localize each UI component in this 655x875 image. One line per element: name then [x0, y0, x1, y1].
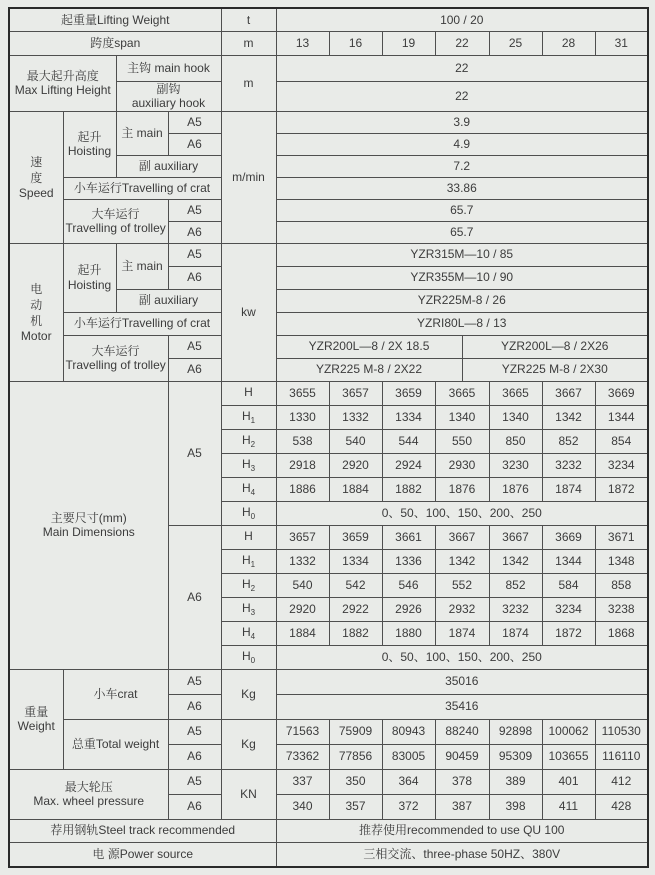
lifting-weight-value: 100 / 20: [276, 8, 648, 31]
value-cell: 1348: [595, 549, 648, 573]
grade-cell: A6: [168, 358, 221, 381]
unit-cell: KN: [221, 769, 276, 819]
value-cell: 858: [595, 573, 648, 597]
value-cell: YZR355M—10 / 90: [276, 266, 648, 289]
value-cell: 110530: [595, 719, 648, 744]
value-cell: 1884: [276, 621, 329, 645]
value-cell: 387: [435, 794, 489, 819]
aux-label: 副 auxiliary: [116, 289, 221, 312]
crat-label: 小车运行Travelling of crat: [63, 312, 221, 335]
value-cell: 2930: [435, 453, 489, 477]
value-cell: 3230: [489, 453, 542, 477]
lifting-weight-row: [9, 8, 648, 31]
span-value: 25: [489, 31, 542, 55]
dim-label: [221, 405, 276, 429]
value-cell: 35016: [276, 669, 648, 694]
value-cell: 357: [329, 794, 382, 819]
value-cell: 1872: [542, 621, 595, 645]
value-cell: 4.9: [276, 133, 648, 155]
grade-cell: A6: [168, 266, 221, 289]
value-cell: 35416: [276, 694, 648, 719]
value-cell: 3655: [276, 381, 329, 405]
speed-crat-row: [9, 177, 648, 199]
value-cell: YZR200L—8 / 2X 18.5: [276, 335, 462, 358]
dim-letter: H: [241, 552, 251, 567]
value-cell: YZR225M-8 / 26: [276, 289, 648, 312]
value-cell: 852: [489, 573, 542, 597]
value-cell: 1874: [542, 477, 595, 501]
grade-cell: A6: [168, 133, 221, 155]
label-en: Main Dimensions: [42, 525, 135, 539]
value-cell: 88240: [435, 719, 489, 744]
steel-track-row: [9, 819, 648, 842]
grade-cell: A5: [168, 669, 221, 694]
label-zh: 起升: [77, 263, 102, 278]
steel-track-value: 推荐使用recommended to use QU 100: [276, 819, 648, 842]
value-cell: 1340: [489, 405, 542, 429]
dim-letter: H: [241, 480, 251, 495]
grade-cell: A6: [168, 221, 221, 243]
value-cell: YZR200L—8 / 2X26: [462, 335, 648, 358]
power-source-row: [9, 842, 648, 867]
weight-total-label: 总重Total weight: [63, 719, 168, 769]
value-cell: 854: [595, 429, 648, 453]
value-cell: 2932: [435, 597, 489, 621]
dim-sub: 3: [250, 607, 256, 617]
value-cell: 411: [542, 794, 595, 819]
value-cell: 1882: [329, 621, 382, 645]
value-cell: 1868: [595, 621, 648, 645]
unit-cell: m: [221, 55, 276, 111]
dim-sub: 4: [250, 631, 256, 641]
value-cell: 340: [276, 794, 329, 819]
grade-cell: A5: [168, 199, 221, 221]
span-row: [9, 31, 648, 55]
value-cell: 1880: [382, 621, 435, 645]
value-cell: 1886: [276, 477, 329, 501]
value-cell: 0、50、100、150、200、250: [276, 501, 648, 525]
motor-trolley-a5-row: [9, 335, 648, 358]
value-cell: 540: [276, 573, 329, 597]
value-cell: 3661: [382, 525, 435, 549]
value-cell: 546: [382, 573, 435, 597]
trolley-label: [63, 335, 168, 381]
dim-letter: H: [244, 384, 253, 399]
dim-label: [221, 477, 276, 501]
value-cell: 428: [595, 794, 648, 819]
main-hook-value: 22: [276, 55, 648, 81]
main-hook-label: 主钩 main hook: [116, 55, 221, 81]
value-cell: 3232: [489, 597, 542, 621]
value-cell: 65.7: [276, 221, 648, 243]
dim-letter: H: [241, 624, 251, 639]
value-cell: 83005: [382, 744, 435, 769]
value-cell: 1884: [329, 477, 382, 501]
value-cell: 1332: [329, 405, 382, 429]
value-cell: 2922: [329, 597, 382, 621]
label-zh: 起升: [77, 129, 102, 144]
dim-label: [221, 429, 276, 453]
value-cell: 1342: [489, 549, 542, 573]
grade-cell: A6: [168, 794, 221, 819]
dim-label: [221, 549, 276, 573]
label-en: Weight: [17, 719, 55, 733]
value-cell: YZR315M—10 / 85: [276, 243, 648, 266]
value-cell: 378: [435, 769, 489, 794]
value-cell: 80943: [382, 719, 435, 744]
span-value: 28: [542, 31, 595, 55]
value-cell: 71563: [276, 719, 329, 744]
value-cell: 2918: [276, 453, 329, 477]
max-lift-main-row: [9, 55, 648, 81]
hoisting-label: [63, 111, 116, 177]
value-cell: 3234: [595, 453, 648, 477]
unit-cell: m: [221, 31, 276, 55]
steel-track-label: 荐用钢轨Steel track recommended: [9, 819, 276, 842]
label-en: Speed: [18, 185, 54, 200]
grade-cell: A6: [168, 694, 221, 719]
value-cell: 3238: [595, 597, 648, 621]
dim-label: [221, 645, 276, 669]
dim-letter: H: [244, 528, 253, 543]
span-value: 13: [276, 31, 329, 55]
value-cell: YZRI80L—8 / 13: [276, 312, 648, 335]
value-cell: 1874: [435, 621, 489, 645]
dim-label: [221, 381, 276, 405]
value-cell: 584: [542, 573, 595, 597]
value-cell: 1332: [276, 549, 329, 573]
dim-label: [221, 525, 276, 549]
value-cell: 1342: [542, 405, 595, 429]
value-cell: 1876: [435, 477, 489, 501]
dim-letter: H: [241, 432, 251, 447]
value-cell: YZR225 M-8 / 2X30: [462, 358, 648, 381]
dims-a5-h-row: [9, 381, 648, 405]
main-label: 主 main: [116, 243, 168, 289]
value-cell: 103655: [542, 744, 595, 769]
value-cell: 2924: [382, 453, 435, 477]
value-cell: 852: [542, 429, 595, 453]
main-label: 主 main: [116, 111, 168, 155]
value-cell: 2920: [329, 453, 382, 477]
speed-trolley-a5-row: [9, 199, 648, 221]
grade-cell: A5: [168, 769, 221, 794]
value-cell: 3669: [595, 381, 648, 405]
value-cell: 77856: [329, 744, 382, 769]
dim-label: [221, 597, 276, 621]
value-cell: YZR225 M-8 / 2X22: [276, 358, 462, 381]
value-cell: 1344: [595, 405, 648, 429]
dim-letter: H: [241, 456, 251, 471]
value-cell: 95309: [489, 744, 542, 769]
value-cell: 3665: [435, 381, 489, 405]
value-cell: 3657: [329, 381, 382, 405]
value-cell: 3659: [382, 381, 435, 405]
grade-cell: A5: [168, 719, 221, 744]
dim-letter: H: [241, 408, 251, 423]
label-en: Max Lifting Height: [14, 83, 111, 97]
motor-section-label: [9, 243, 63, 381]
max-lifting-height-label: [9, 55, 116, 111]
value-cell: 1882: [382, 477, 435, 501]
value-cell: 1334: [329, 549, 382, 573]
label-zh: 速度: [30, 154, 43, 185]
value-cell: 3232: [542, 453, 595, 477]
unit-cell: Kg: [221, 669, 276, 719]
dim-sub: 0: [250, 655, 256, 665]
dim-sub: 4: [250, 487, 256, 497]
value-cell: 2920: [276, 597, 329, 621]
weight-total-a5-row: [9, 719, 648, 744]
crat-label: 小车运行Travelling of crat: [63, 177, 221, 199]
wheel-pressure-label: [9, 769, 168, 819]
label-en: Motor: [20, 329, 52, 344]
value-cell: 412: [595, 769, 648, 794]
value-cell: 337: [276, 769, 329, 794]
value-cell: 540: [329, 429, 382, 453]
span-value: 16: [329, 31, 382, 55]
dim-letter: H: [241, 648, 251, 663]
label-zh: 主要尺寸(mm): [50, 510, 127, 525]
grade-cell: A6: [168, 744, 221, 769]
span-value: 19: [382, 31, 435, 55]
dim-sub: 2: [250, 583, 256, 593]
value-cell: 3657: [276, 525, 329, 549]
label-zh: 重量: [24, 704, 49, 719]
dim-sub: 1: [250, 559, 256, 569]
wheel-pressure-a5-row: [9, 769, 648, 794]
value-cell: 538: [276, 429, 329, 453]
label-zh: 大车运行: [91, 206, 140, 221]
value-cell: 90459: [435, 744, 489, 769]
value-cell: 1872: [595, 477, 648, 501]
label-en: Hoisting: [67, 144, 112, 158]
dim-letter: H: [241, 504, 251, 519]
value-cell: 92898: [489, 719, 542, 744]
value-cell: 1336: [382, 549, 435, 573]
grade-cell: A5: [168, 111, 221, 133]
lifting-weight-label: 起重量Lifting Weight: [9, 8, 221, 31]
value-cell: 350: [329, 769, 382, 794]
value-cell: 1874: [489, 621, 542, 645]
dim-sub: 1: [250, 415, 256, 425]
label-zh: 副钩: [156, 81, 181, 96]
hoisting-label: [63, 243, 116, 312]
value-cell: 3.9: [276, 111, 648, 133]
unit-cell: m/min: [221, 111, 276, 243]
value-cell: 552: [435, 573, 489, 597]
value-cell: 3667: [542, 381, 595, 405]
value-cell: 1334: [382, 405, 435, 429]
value-cell: 1330: [276, 405, 329, 429]
label-zh: 电动机: [30, 281, 43, 328]
value-cell: 850: [489, 429, 542, 453]
label-en: auxiliary hook: [131, 96, 206, 110]
dim-letter: H: [241, 600, 251, 615]
value-cell: 75909: [329, 719, 382, 744]
value-cell: 100062: [542, 719, 595, 744]
value-cell: 7.2: [276, 155, 648, 177]
dim-letter: H: [241, 576, 251, 591]
grade-cell: A5: [168, 335, 221, 358]
dim-label: [221, 621, 276, 645]
aux-label: 副 auxiliary: [116, 155, 221, 177]
value-cell: 3665: [489, 381, 542, 405]
dim-sub: 3: [250, 463, 256, 473]
value-cell: 398: [489, 794, 542, 819]
value-cell: 3669: [542, 525, 595, 549]
unit-cell: t: [221, 8, 276, 31]
value-cell: 1344: [542, 549, 595, 573]
speed-section-label: [9, 111, 63, 243]
value-cell: 3671: [595, 525, 648, 549]
label-en: Max. wheel pressure: [33, 794, 145, 808]
value-cell: 544: [382, 429, 435, 453]
value-cell: 389: [489, 769, 542, 794]
value-cell: 364: [382, 769, 435, 794]
value-cell: 73362: [276, 744, 329, 769]
value-cell: 550: [435, 429, 489, 453]
speed-main-a5-row: [9, 111, 648, 133]
value-cell: 3234: [542, 597, 595, 621]
power-source-value: 三相交流、three-phase 50HZ、380V: [276, 842, 648, 867]
dim-label: [221, 501, 276, 525]
value-cell: 1342: [435, 549, 489, 573]
label-zh: 最大起升高度: [26, 68, 99, 83]
power-source-label: 电 源Power source: [9, 842, 276, 867]
grade-cell: A6: [168, 525, 221, 669]
span-label: 跨度span: [9, 31, 221, 55]
value-cell: 3667: [489, 525, 542, 549]
unit-cell: Kg: [221, 719, 276, 769]
value-cell: 542: [329, 573, 382, 597]
aux-hook-value: 22: [276, 81, 648, 111]
value-cell: 116110: [595, 744, 648, 769]
weight-section-label: [9, 669, 63, 769]
weight-crat-label: 小车crat: [63, 669, 168, 719]
value-cell: 0、50、100、150、200、250: [276, 645, 648, 669]
label-en: Hoisting: [67, 277, 112, 292]
motor-main-a5-row: [9, 243, 648, 266]
value-cell: 33.86: [276, 177, 648, 199]
value-cell: 1876: [489, 477, 542, 501]
value-cell: 1340: [435, 405, 489, 429]
span-value: 22: [435, 31, 489, 55]
label-zh: 大车运行: [91, 343, 140, 358]
label-en: Travelling of trolley: [65, 221, 166, 235]
label-en: Travelling of trolley: [65, 358, 166, 372]
aux-hook-label: [116, 81, 221, 111]
motor-crat-row: [9, 312, 648, 335]
grade-cell: A5: [168, 243, 221, 266]
dim-label: [221, 453, 276, 477]
weight-crat-a5-row: [9, 669, 648, 694]
value-cell: 401: [542, 769, 595, 794]
label-zh: 最大轮压: [64, 779, 113, 794]
dim-label: [221, 573, 276, 597]
dim-sub: 2: [250, 439, 256, 449]
main-dimensions-label: [9, 381, 168, 669]
crane-spec-table: [8, 7, 649, 868]
unit-cell: kw: [221, 243, 276, 381]
trolley-label: [63, 199, 168, 243]
grade-cell: A5: [168, 381, 221, 525]
value-cell: 2926: [382, 597, 435, 621]
value-cell: 3659: [329, 525, 382, 549]
dim-sub: 0: [250, 511, 256, 521]
value-cell: 3667: [435, 525, 489, 549]
span-value: 31: [595, 31, 648, 55]
value-cell: 65.7: [276, 199, 648, 221]
value-cell: 372: [382, 794, 435, 819]
